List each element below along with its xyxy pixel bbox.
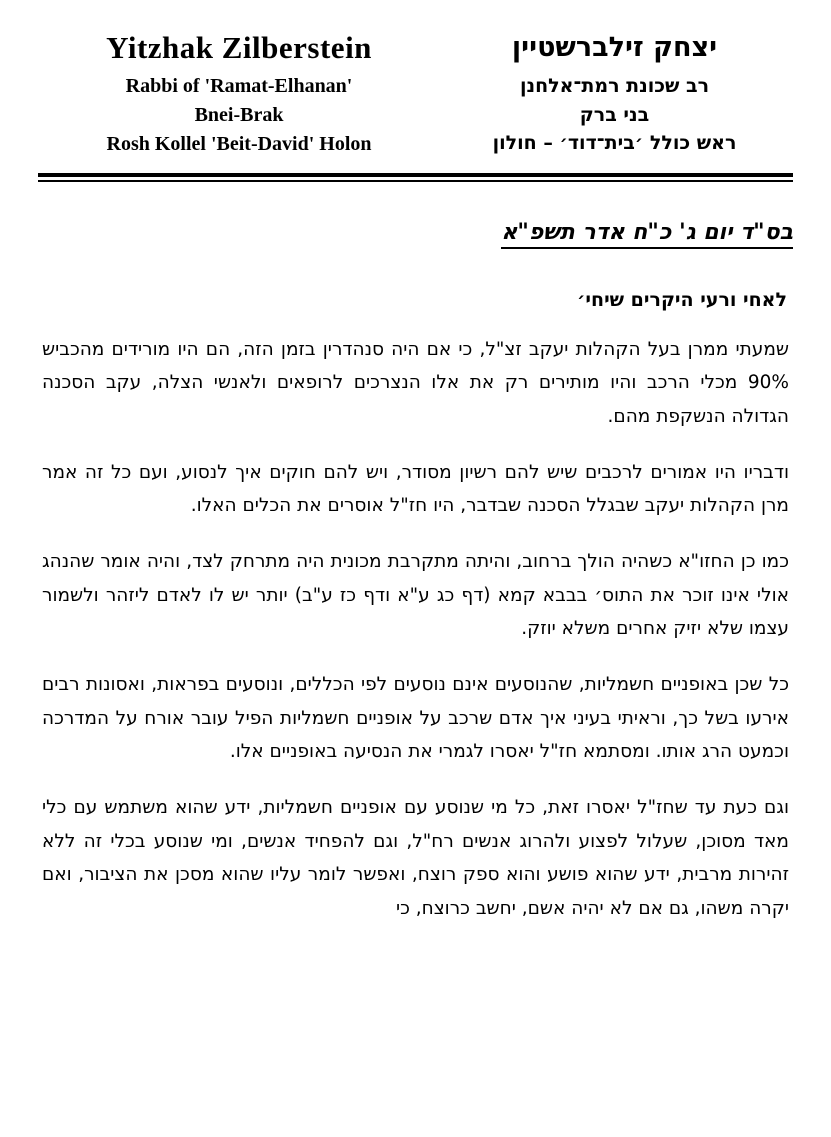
rabbi-name-hebrew: יצחק זילברשטיין	[511, 32, 718, 63]
rabbi-name-english: Yitzhak Zilberstein	[106, 30, 372, 65]
divider-thin-line	[38, 180, 793, 182]
rabbi-title-hebrew-1: רב שכונת רמת־אלחנן	[519, 75, 710, 98]
dateline-container	[36, 220, 795, 249]
header-divider	[38, 173, 793, 182]
rabbi-title-english-1: Rabbi of 'Ramat-Elhanan'	[125, 74, 353, 97]
letterhead-english	[40, 28, 438, 159]
rabbi-title-hebrew-3: ראש כולל ׳בית־דוד׳ – חולון	[492, 132, 737, 155]
salutation: לאחי ורעי היקרים שיחי׳	[576, 288, 787, 311]
letter-paragraph: ודבריו היו אמורים לרכבים שיש להם רשיון מסודר, ויש להם חוקים איך לנסוע, ועם כל זה אמר מרן הקהלות יעקב שבגלל הסכנה שבדבר, היו חז"ל אוסרים את הכלים האלו.	[42, 461, 789, 517]
letter-paragraph: שמעתי ממרן בעל הקהלות יעקב זצ"ל, כי אם היה סנהדרין בזמן הזה, הם היו מורידים מהכביש 90% מכלי הרכב והיו מותירים רק את אלו הנצרכים לרופאים ולאנשי הצלה, עקב הסכנה הגדולה הנשקפת מהם.	[42, 338, 789, 427]
letter-paragraph: כמו כן החזו"א כשהיה הולך ברחוב, והיתה מתקרבת מכונית היה מתרחק לצד, והיה אומר שהנהג אולי אינו זוכר את התוס׳ בבבא קמא (דף כג ע"א ודף כז ע"ב) יותר יש לו לאדם ליזהר ולשמור עצמו שלא יזיק אחרים משלא יוזק.	[42, 550, 789, 640]
rabbi-title-hebrew-2: בני ברק	[579, 103, 650, 126]
letter-body	[36, 289, 795, 926]
rabbi-title-english-2: Bnei-Brak	[194, 103, 284, 126]
letter-paragraph: וגם כעת עד שחז"ל יאסרו זאת, כל מי שנוסע עם אופניים חשמליות, ידע שהוא משתמש עם כלי מאד מסוכן, שעלול לפצוע ולהרוג אנשים רח"ל, וגם להפחיד אנשים, ומי שנוסע בכלי זה ללא זהירות מרבית, ידע שהוא פושע והוא ספק רוצח, ואפשר לומר עליו שהוא מסכן את הציבור, ואם יקרה משהו, גם אם לא יהיה אשם, יחשב כרוצח, כי	[42, 796, 789, 919]
dateline: בס"ד יום ג' כ"ח אדר תשפ"א	[501, 220, 793, 249]
rabbi-title-english-3: Rosh Kollel 'Beit-David' Holon	[106, 132, 372, 155]
letter-paragraph: כל שכן באופניים חשמליות, שהנוסעים אינם נוסעים לפי הכללים, ונוסעים בפראות, ואסונות רבים אירעו בשל כך, וראיתי בעיני איך אדם שרכב על אופניים חשמליות הפיל עובר אורח על המדרכה וכמעט הרג אותו. ומסתמא חז"ל יאסרו לגמרי את הנסיעה באופניים אלו.	[42, 673, 789, 763]
letterhead	[36, 20, 795, 159]
letterhead-hebrew	[438, 28, 791, 158]
